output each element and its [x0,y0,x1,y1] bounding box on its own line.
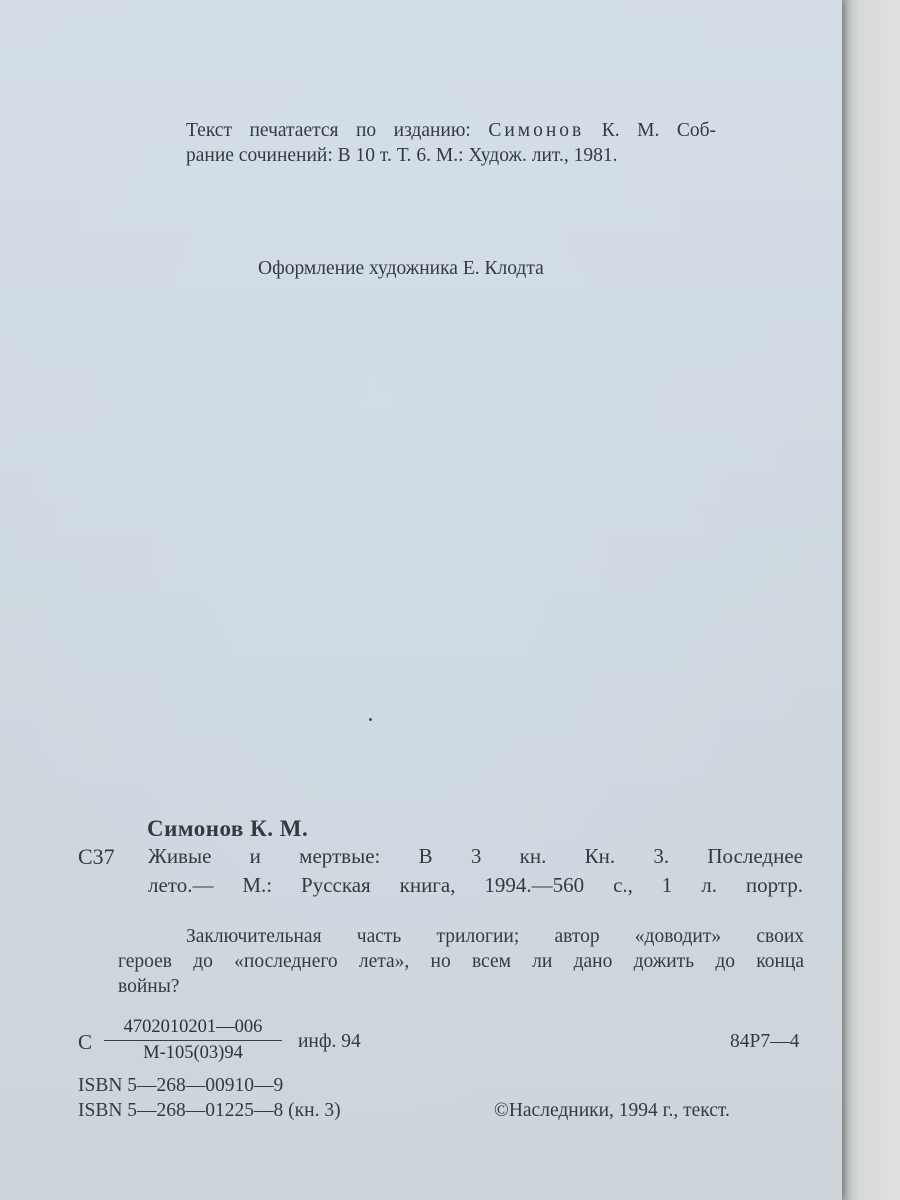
copyright: ©Наследники, 1994 г., текст. [494,1100,730,1121]
catalog-description-line-2: лето.— М.: Русская книга, 1994.—560 с., 1 л. портр. [148,873,803,897]
catalog-annotation [118,924,804,999]
design-credit: Оформление художника Е. Клодта [258,258,544,279]
paper-speck [369,718,372,721]
isbn-line-2: ISBN 5—268—01225—8 (кн. 3) [78,1100,341,1121]
source-note-suffix: К. М. Соб- [601,120,716,141]
imprint-inf: инф. 94 [298,1031,361,1052]
imprint-bbk: 84Р7—4 [730,1031,800,1052]
imprint-denominator: М-105(03)94 [143,1043,243,1063]
catalog-description-line-1: Живые и мертвые: В 3 кн. Кн. 3. Последнее [148,844,803,868]
isbn-line-1: ISBN 5—268—00910—9 [78,1075,284,1096]
source-note-author: Симонов [488,120,585,141]
back-page-strip [858,0,900,1200]
source-note [186,118,716,168]
annotation-line-2: героев до «последнего лета», но всем ли дано дожить до конца [118,951,804,972]
annotation-line-1: Заключительная часть трилогии; автор «доводит» своих [186,926,804,947]
imprint-numerator: 4702010201—006 [104,1016,282,1041]
catalog-description [148,842,803,900]
source-note-line-1 [186,118,716,143]
imprint-c-letter: С [78,1030,93,1054]
page-edge [842,0,858,1200]
catalog-index-code: С37 [78,844,115,869]
annotation-line-3: войны? [118,976,180,997]
source-note-line-2: рание сочинений: В 10 т. Т. 6. М.: Худож. лит., 1981. [186,145,618,166]
catalog-author: Симонов К. М. [147,816,309,841]
imprint-fraction [104,1016,282,1065]
source-note-prefix: Текст печатается по изданию: [186,120,471,141]
